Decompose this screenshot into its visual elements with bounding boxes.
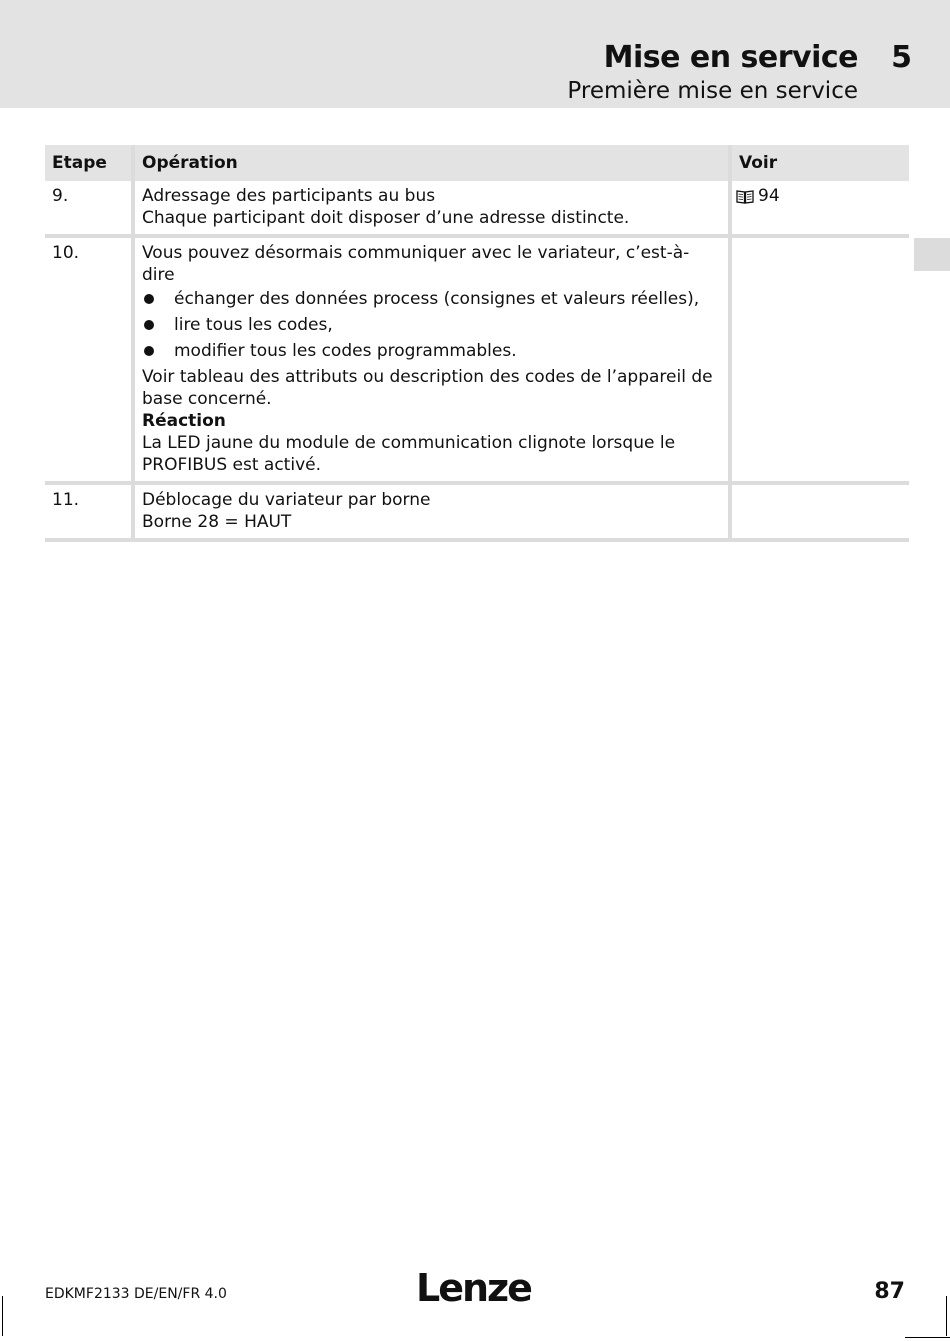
reaction-text: La LED jaune du module de communication clignote lorsque le PROFIBUS est activé. xyxy=(142,433,676,475)
operation-line: Borne 28 = HAUT xyxy=(142,512,292,532)
book-icon xyxy=(736,188,754,210)
table-row xyxy=(45,181,909,238)
chapter-side-tab xyxy=(914,238,950,271)
operation-line: Déblocage du variateur par borne xyxy=(142,490,431,510)
reference-cell xyxy=(732,238,909,485)
operation-line: Adressage des participants au bus xyxy=(142,186,436,206)
bullet-item: lire tous les codes, xyxy=(142,314,721,336)
column-header-step: Etape xyxy=(45,145,135,181)
bullet-item: modifier tous les codes programmables. xyxy=(142,340,721,362)
operation-intro: Vous pouvez désormais communiquer avec le variateur, c’est-à-dire xyxy=(142,243,690,285)
operation-note: Voir tableau des attributs ou description des codes de l’appareil de base concerné. xyxy=(142,367,713,409)
chapter-number: 5 xyxy=(891,40,912,75)
reference-cell xyxy=(732,485,909,542)
page-number: 87 xyxy=(874,1279,905,1304)
page-reference[interactable] xyxy=(736,186,780,206)
step-number: 11. xyxy=(45,485,135,542)
bullet-item: échanger des données process (consignes et valeurs réelles), xyxy=(142,288,721,310)
table-row xyxy=(45,485,909,542)
chapter-title: Mise en service xyxy=(603,40,858,75)
section-title: Première mise en service xyxy=(567,78,858,104)
operation-line: Chaque participant doit disposer d’une adresse distincte. xyxy=(142,208,630,228)
page-reference-number: 94 xyxy=(758,186,780,206)
lenze-logo: Lenze xyxy=(416,1266,531,1310)
table-row xyxy=(45,238,909,485)
column-header-see: Voir xyxy=(732,145,909,181)
operation-cell xyxy=(135,485,732,542)
document-code: EDKMF2133 DE/EN/FR 4.0 xyxy=(45,1286,227,1302)
column-header-operation: Opération xyxy=(135,145,732,181)
reaction-heading: Réaction xyxy=(142,411,226,431)
step-number: 9. xyxy=(45,181,135,238)
crop-mark xyxy=(2,1296,3,1336)
steps-table xyxy=(45,145,909,542)
crop-mark xyxy=(946,1296,947,1336)
operation-cell xyxy=(135,181,732,238)
operation-cell xyxy=(135,238,732,485)
table-header-row xyxy=(45,145,909,181)
reference-cell xyxy=(732,181,909,238)
crop-mark xyxy=(905,1337,950,1338)
step-number: 10. xyxy=(45,238,135,485)
